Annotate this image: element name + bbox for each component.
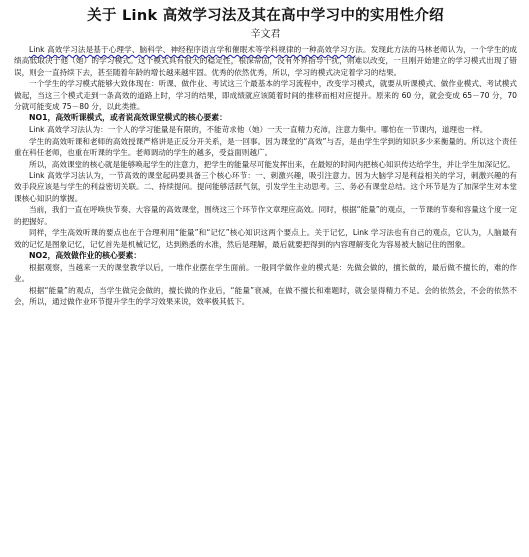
section-heading-no2: NO2，高效做作业的核心要素： (29, 250, 142, 260)
paragraph-intro (14, 44, 517, 78)
document-title: 关于 Link 高效学习法及其在高中学习中的实用性介绍 (87, 8, 444, 24)
author-name: 辛文君 (250, 29, 281, 40)
paragraph-three-steps: Link 高效学习法认为，一节高效的课堂起码要具备三个核心环节：一、刺激兴趣，吸引注意力。因为大脑学习是利益相关的学习，刺激兴趣的有效手段应该是与学生的利益密切关联。二、持续提问。提问能够活跃气氛，引发学生主动思考。三、务必有课堂总结。这个环节是为了加深学生对本堂课核心知识的掌握。 (14, 171, 517, 203)
paragraph-memory: 同样，学生高效听课的要点也在于合理利用“能量”和“记忆”核心知识这两个要点上。关于记忆，Link 学习法也有自己的观点，它认为，人脑最有效的记忆是图象记忆，记忆首先是机械记忆，达到熟悉的水准，然后是理解，最后就要把得到的内容理解变化为容易被大脑记住的图象。 (14, 228, 517, 249)
paragraph-teaching: 学生的高效听课和老师的高效授课严格讲是正反分开关系，是一回事。因为课堂的“高效”与否，是由学生学到的知识多少来衡量的。所以这个责任重在科任老师，也重在听课的学生。老师调动的学生的越多，受益面则越广。 (14, 136, 517, 158)
grammar-underlined-text: Link 高效学习法是基于心理学、脑科学、神经程序语言学和催眠术等学科规律的一种高效学习方 (29, 45, 356, 54)
paragraph-energy: Link 高效学习法认为：一个人的学习能量是有限的，不能苛求他（她）一天一直精力充沛，注意力集中。哪怕在一节课内，道理也一样。 (29, 125, 488, 135)
paragraph-intro-rest: 法。发现此方法的马林老师认为，一个学生的成绩高低取决于他（她）的学习模式。这个模式具有很大的稳定性，根深蒂固，没有外界指导干扰，则难以改变，一旦刚开始建立的学习模式出现了错误，则会一直持续下去，甚至随着年龄的增长越来越牢固。优秀的依然优秀，所以，学习的模式决定着学习的结果。 (14, 45, 517, 77)
paragraph-homework-observation: 根据观察，当越来一天的课堂教学以后，一堆作业摆在学生面前。一般同学做作业的模式是：先做会做的，擅长做的，最后做不擅长的，难的作业。 (14, 262, 517, 284)
paragraph-homework-energy: 根据“能量”的观点，当学生做完会做的，擅长做的作业后，“能量”衰减，在做不擅长和难题时，就会显得精力不足。会的依然会，不会的依然不会，所以，通过做作业环节提升学生的学习效果来说，效率极其低下。 (14, 285, 517, 307)
section-heading-no1: NO1，高效听课模式，或者说高效课堂模式的核心要素： (29, 113, 227, 123)
paragraph-learning-model: 一个学生的学习模式能够大致体现在：听课、做作业、考试这三个最基本的学习流程中，改变学习模式，就要从听课模式、做作业模式、考试模式做起，当这三个模式走到一条高效的道路上时，学习的结果，即成绩就应该随着时间的推移而相对应提升。原来的 60 分，就会变成 65－70 分，70 分就可能变成 75－80 分，以此类推。 (14, 79, 517, 112)
paragraph-core: 所以，高效课堂的核心就是能够唤起学生的注意力，把学生的能量尽可能发挥出来，在最短的时间内把核心知识传达给学生，并让学生加深记忆。 (29, 159, 515, 169)
paragraph-rhythm: 当前，我们一直在呼唤快节奏、大容量的高效课堂，围绕这三个环节作文章理应高效。同时，根据“能量”的观点，一节课的节奏和容量这个度一定的把握好。 (14, 205, 517, 226)
